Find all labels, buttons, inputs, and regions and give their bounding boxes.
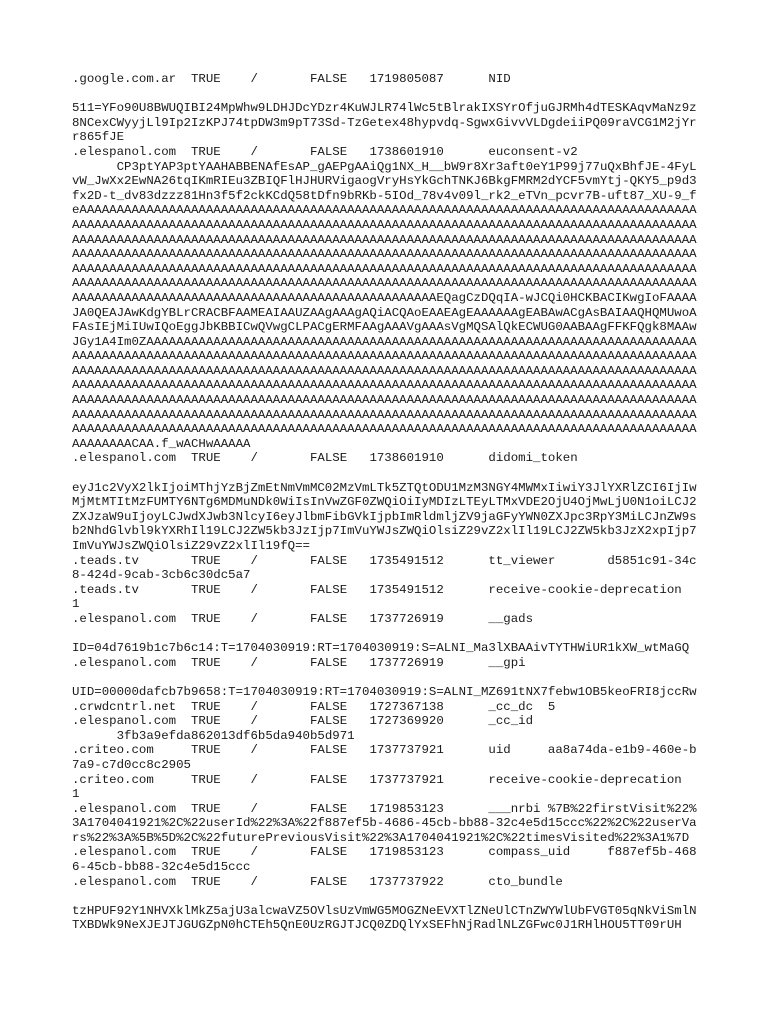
cookie-file-text: .google.com.ar TRUE / FALSE 1719805087 NID 511=YFo90U8BWUQIBI24MpWhw9LDHJDcYDzr4KuWJLR74lWc5tBlrakIXSYrOfjuGJRMh4dTESKAqvMaNz9z8NCexCWyyjLl9Ip2IzKPJ74tpDW3m9pT73Sd-TzGetex48hypvdq-SgwxGivvVLDgdeiiPQ09raVCG1M2jYrr865fJE .elespanol.com TRUE / FALSE 1738601910 euconsent-v2 CP3ptYAP3ptYAAHABBENAfEsAP_gAEPgAAiQg1NX_H__bW9r8Xr3aft0eY1P99j77uQxBhfJE-4FyLvW_JwXx2EwNA26tqIKmRIEu3ZBIQFlHJHURVigaogVryHsYkGchTNKJ6BkgFMRM2dYCF5vmYtj-QKY5_p9d3fx2D-t_dv83dzzz81Hn3f5f2ckKCdQ58tDfn9bRKb-5IOd_78v4v09l_rk2_eTVn_pcvr7B-uft87_XU-9_feAAAAAAAAAAAAAAAAAAAAAAAAAAAAAAAAAAAAAAAAAAAAAAAAAAAAAAAAAAAAAAAAAAAAAAAAAAAAAAAAAAAAAAAAAAAAAAAAAAAAAAAAAAAAAAAAAAAAAAAAAAAAAAAAAAAAAAAAAAAAAAAAAAAAAAAAAAAAAAAAAAAAAAAAAAAAAAAAAAAAAAAAAAAAAAAAAAAAAAAAAAAAAAAAAAAAAAAAAAAAAAAAAAAAAAAAAAAAAAAAAAAAAAAAAAAAAAAAAAAAAAAAAAAAAAAAAAAAAAAAAAAAAAAAAAAAAAAAAAAAAAAAAAAAAAAAAAAAAAAAAAAAAAAAAAAAAAAAAAAAAAAAAAAAAAAAAAAAAAAAAAAAAAAAAAAAAAAAAAAAAAAAAAAAAAAAAAAAAAAAAAAAAAAAAAAAAAAAAAAAAAAAAAAAAAAAAAAAAAAAAAAAAAAAAAAAAAAAAAAAAAAAAAAAAAAAAAAAAAAAAAAAAAAAAAAAAAAAAAAAAAAAAAAAAAAAAAAAAAAAAAAAAAAAAAAAAAAAAAAAAAAAAAAAAAAAEQagCzDQqIA-wJCQi0HCKBACIKwgIoFAAAAJA0QEAJAwKdgYBLrCRACBFAAMEAIAAUZAAgAAAgAQiACQAoEAAEAgEAAAAAAgEABAwACgAsBAIAAQHQMUwoAFAsIEjMiIUwIQoEggJbKBBICwQVwgCLPACgERMFAAgAAAVgAAAsVgMQSAlQkECWUG0AABAAgFFKFQgk8MAAwJGy1A4Im0ZAAAAAAAAAAAAAAAAAAAAAAAAAAAAAAAAAAAAAAAAAAAAAAAAAAAAAAAAAAAAAAAAAAAAAAAAAAAAAAAAAAAAAAAAAAAAAAAAAAAAAAAAAAAAAAAAAAAAAAAAAAAAAAAAAAAAAAAAAAAAAAAAAAAAAAAAAAAAAAAAAAAAAAAAAAAAAAAAAAAAAAAAAAAAAAAAAAAAAAAAAAAAAAAAAAAAAAAAAAAAAAAAAAAAAAAAAAAAAAAAAAAAAAAAAAAAAAAAAAAAAAAAAAAAAAAAAAAAAAAAAAAAAAAAAAAAAAAAAAAAAAAAAAAAAAAAAAAAAAAAAAAAAAAAAAAAAAAAAAAAAAAAAAAAAAAAAAAAAAAAAAAAAAAAAAAAAAAAAAAAAAAAAAAAAAAAAAAAAAAAAAAAAAAAAAAAAAAAAAAAAAAAAAAAAAAAAAAAAAAAAAAAAAAAAAAAAAAAAAAAAAAAAAAAAAAAAAAAAAAAAAAAAAAAAAAAAAAAAAAAAAAAAAAAAAAAAAAAAAAAAAAAAAAAAAAAAAAAAAAAAAAAAAAAAAAAAAAAAAAAAAAAAAAAAAAAAAAAAAAAAAAAAACAA.f_wACHwAAAAA .elespanol.com TRUE / FALSE 1738601910 didomi_token eyJ1c2VyX2lkIjoiMThjYzBjZmEtNmVmMC02MzVmLTk5ZTQtODU1MzM3NGY4MWMxIiwiY3JlYXRlZCI6IjIwMjMtMTItMzFUMTY6NTg6MDMuNDk0WiIsInVwZGF0ZWQiOiIyMDIzLTEyLTMxVDE2OjU4OjMwLjU0N1oiLCJ2ZXJzaW9uIjoyLCJwdXJwb3NlcyI6eyJlbmFibGVkIjpbImRldmljZV9jaGFyYWN0ZXJpc3RpY3MiLCJnZW9sb2NhdGlvbl9kYXRhIl19LCJ2ZW5kb3JzIjp7ImVuYWJsZWQiOlsiZ29vZ2xlIl19LCJ2ZW5kb3JzX2xpIjp7ImVuYWJsZWQiOlsiZ29vZ2xlIl19fQ== .teads.tv TRUE / FALSE 1735491512 tt_viewer d5851c91-34c8-424d-9cab-3cb6c30dc5a7 .teads.tv TRUE / FALSE 1735491512 receive-cookie-deprecation 1 .elespanol.com TRUE / FALSE 1737726919 __gads ID=04d7619b1c7b6c14:T=1704030919:RT=1704030919:S=ALNI_Ma3lXBAAivTYTHWiUR1kXW_wtMaGQ .elespanol.com TRUE / FALSE 1737726919 __gpi UID=00000dafcb7b9658:T=1704030919:RT=1704030919:S=ALNI_MZ691tNX7febw1OB5keoFRI8jccRw .crwdcntrl.net TRUE / FALSE 1727367138 _cc_dc 5 .elespanol.com TRUE / FALSE 1727369920 _cc_id 3fb3a9efda862013df6b5da940b5d971 .criteo.com TRUE / FALSE 1737737921 uid aa8a74da-e1b9-460e-b7a9-c7d0cc8c2905 .criteo.com TRUE / FALSE 1737737921 receive-cookie-deprecation 1 .elespanol.com TRUE / FALSE 1719853123 ___nrbi %7B%22firstVisit%22%3A1704041921%2C%22userId%22%3A%22f887ef5b-4686-45cb-bb88-32c4e5d15ccc%22%2C%22userVars%22%3A%5B%5D%2C%22futurePreviousVisit%22%3A1704041921%2C%22timesVisited%22%3A1%7D .elespanol.com TRUE / FALSE 1719853123 compass_uid f887ef5b-4686-45cb-bb88-32c4e5d15ccc .elespanol.com TRUE / FALSE 1737737922 cto_bundle tzHPUF92Y1NHVXklMkZ5ajU3alcwaVZ5OVlsUzVmWG5MOGZNeEVXTlZNeUlCTnZWYWlUbFVGT05qNkViSmlNTXBDWk9NeXJEJTJGUGZpN0hCTEh5QnE0UzRGJTJCQ0ZDQlYxSEFhNjRadlNLZGFwc0J1RHlHOU5TT09rUH [72,72,697,933]
